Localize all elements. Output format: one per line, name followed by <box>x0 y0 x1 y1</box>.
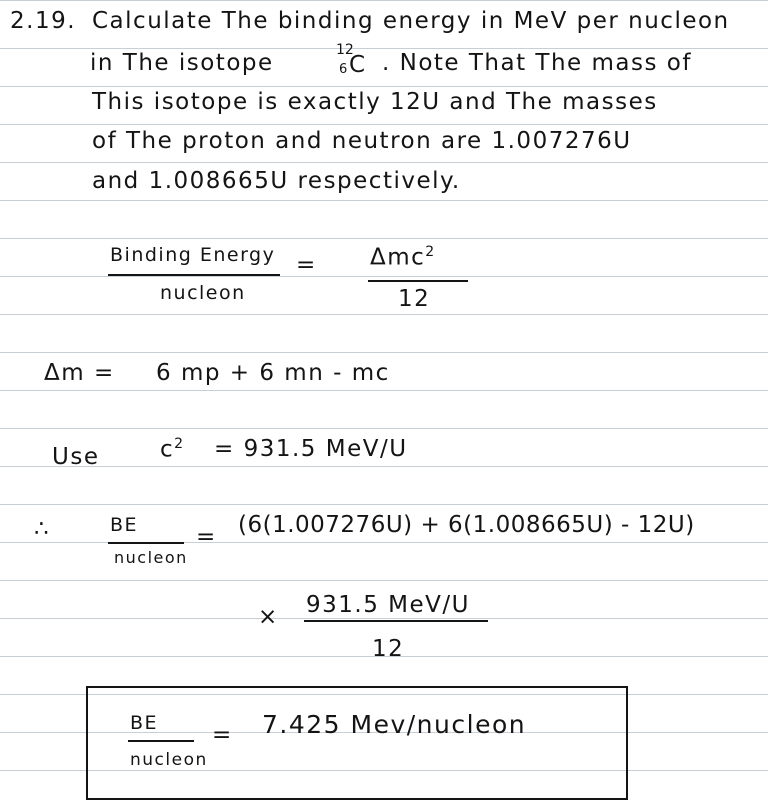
isotope-symbol: C <box>349 52 366 78</box>
binding-energy-label: Binding Energy <box>110 244 276 266</box>
equals-sign-answer: = <box>212 722 233 748</box>
use-label: Use <box>52 444 100 470</box>
nucleon-label-1: nucleon <box>160 282 246 304</box>
problem-line-5: and 1.008665U respectively. <box>92 168 461 194</box>
delta-mc: Δmc <box>370 244 426 271</box>
equals-sign-4: = <box>196 524 217 550</box>
fraction-bar-be-1 <box>108 542 184 544</box>
mass-defect-numeric: (6(1.007276U) + 6(1.008665U) - 12U) <box>238 512 695 538</box>
problem-line-3: This isotope is exactly 12U and The masses <box>92 89 658 115</box>
isotope-mass-number: 12 <box>336 42 354 58</box>
c-squared <box>160 436 185 463</box>
problem-number: 2.19. <box>10 8 77 34</box>
be-label-answer: BE <box>130 712 159 734</box>
isotope-atomic-number: 6 <box>339 62 348 77</box>
final-answer-value: 7.425 Mev/nucleon <box>262 710 527 739</box>
exponent-2-c: 2 <box>174 436 185 452</box>
fraction-bar-answer <box>128 740 194 742</box>
problem-line-1: Calculate The binding energy in MeV per nucleon <box>92 8 730 34</box>
denominator-12-1: 12 <box>398 286 431 312</box>
equals-sign-1: = <box>296 252 317 278</box>
answer-box <box>86 686 628 800</box>
delta-m-label: Δm = <box>44 360 115 386</box>
nucleon-label-2: nucleon <box>114 548 188 567</box>
conversion-factor: = 931.5 MeV/U <box>214 436 408 462</box>
problem-line-2a: in The isotope <box>90 50 274 76</box>
fraction-bar-rhs-1 <box>368 280 468 282</box>
problem-line-2b: . Note That The mass of <box>382 50 692 76</box>
fraction-bar-lhs-1 <box>108 274 280 276</box>
factor-numerator: 931.5 MeV/U <box>306 592 470 618</box>
c-symbol: c <box>160 436 175 463</box>
therefore-symbol: ∴ <box>34 516 51 542</box>
problem-line-4: of The proton and neutron are 1.007276U <box>92 128 632 154</box>
times-sign: × <box>258 604 279 630</box>
factor-denominator-12: 12 <box>372 636 405 662</box>
exponent-2: 2 <box>425 244 436 260</box>
be-label-1: BE <box>110 514 139 536</box>
isotope-notation <box>336 42 370 82</box>
mass-defect-expression: 6 mp + 6 mn - mc <box>156 360 390 386</box>
nucleon-label-answer: nucleon <box>130 750 208 770</box>
fraction-bar-factor <box>304 620 488 622</box>
delta-mc-squared <box>370 244 436 271</box>
